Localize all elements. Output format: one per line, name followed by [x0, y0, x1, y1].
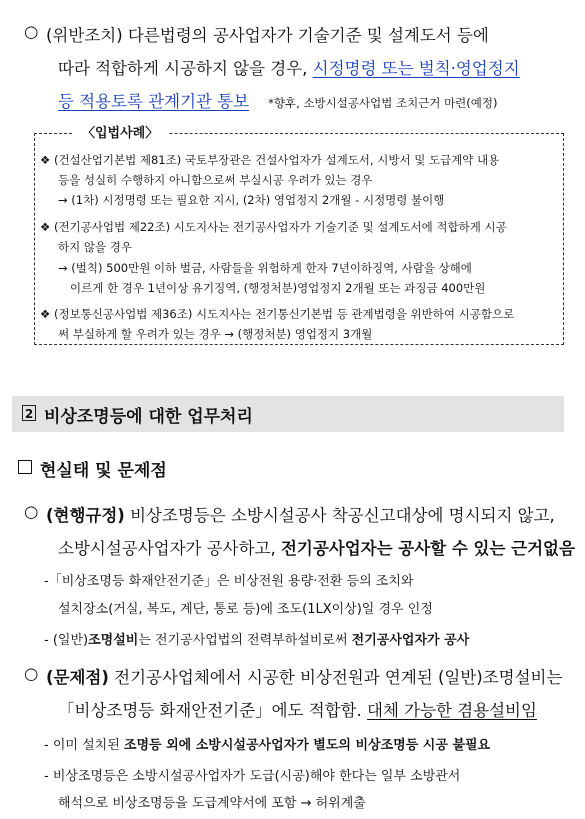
current-heading: (현행규정) [46, 506, 125, 525]
intro-line-3-highlight: 등 적용토록 관계기관 통보 [58, 92, 250, 111]
bullet-circle: ○ [24, 502, 39, 521]
intro-line-2-text: 따라 적합하게 시공하지 않을 경우, [58, 59, 308, 78]
current-detail-2 [44, 629, 469, 648]
case-3-line-2: 써 부실하게 할 우려가 있는 경우 → (행정처분) 영업정지 3개월 [58, 327, 373, 341]
current-detail-2-prefix: - (일반) [44, 633, 89, 648]
square-bullet-icon [18, 460, 32, 474]
current-detail-2-bold-1: 조명설비 [88, 633, 139, 648]
subsection-title: 현실태 및 문제점 [40, 461, 167, 481]
problem-heading: (문제점) [46, 668, 109, 687]
case-2-line-1: ❖ (전기공사업법 제22조) 시도지사는 전기공사업자가 기술기준 및 설계도서에 적합하게 시공 [40, 220, 507, 234]
current-line-1-text: 비상조명등은 소방시설공사 착공신고대상에 명시되지 않고, [124, 506, 555, 525]
intro-line-2-highlight: 시정명령 또는 벌칙·영업정지 [312, 59, 520, 78]
current-detail-2-bold-2: 전기공사업자가 공사 [351, 633, 470, 648]
bullet-circle: ○ [24, 664, 39, 683]
problem-detail-1 [44, 734, 490, 753]
bullet-circle: ○ [24, 22, 39, 41]
current-detail-1-line-2: 설치장소(거실, 복도, 계단, 통로 등)에 조도(1LX이상)일 경우 인정 [58, 602, 433, 617]
problem-detail-1-bold: 조명등 외에 소방시설공사업자가 별도의 비상조명등 시공 불필요 [123, 738, 491, 753]
current-detail-1-line-1: -「비상조명등 화재안전기준」은 비상전원 용량·전환 등의 조치와 [44, 574, 414, 589]
problem-detail-2-line-2: 해석으로 비상조명등을 도급계약서에 포함 → 허위계출 [58, 796, 366, 811]
case-1-line-1: ❖ (건설산업기본법 제81조) 국토부장관은 건설사업자가 설계도서, 시방서 및 도급계약 내용 [40, 153, 500, 167]
legislative-cases-title: 〈입법사례〉 [72, 122, 168, 141]
current-line-1 [46, 502, 555, 526]
section-title: 비상조명등에 대한 업무처리 [44, 407, 253, 427]
case-2-line-2: 하지 않을 경우 [58, 240, 132, 254]
case-2-line-4: 이르게 한 경우 1년이상 유기징역, (행정처분)영업정지 2개월 또는 과징금 400만원 [70, 281, 486, 295]
problem-line-2-text: 「비상조명등 화재안전기준」에도 적합함. [58, 701, 368, 720]
intro-note: *향후, 소방시설공사업법 조치근거 마련(예정) [268, 96, 498, 110]
problem-line-1 [46, 664, 562, 688]
current-line-2-bold: 전기공사업자는 공사할 수 있는 근거없음 [280, 539, 575, 558]
problem-detail-1-prefix: - 이미 설치된 [44, 738, 124, 753]
case-1-line-3: → (1차) 시정명령 또는 필요한 지시, (2차) 영업정지 2개월 - 시정명령 불이행 [58, 193, 445, 207]
case-2-line-3: → (벌칙) 500만원 이하 벌금, 사람들을 위험하게 한자 7년이하징역, 사람을 상해에 [58, 261, 472, 275]
section-number: 2 [22, 405, 36, 421]
intro-line-1: (위반조치) 다른법령의 공사업자가 기술기준 및 설계도서 등에 [46, 26, 489, 45]
case-1-line-2: 등을 성실히 수행하지 아니함으로써 부실시공 우려가 있는 경우 [58, 173, 373, 187]
intro-line-3 [58, 88, 497, 112]
intro-line-2 [58, 55, 520, 79]
current-line-2-text: 소방시설공사업자가 공사하고, [58, 539, 281, 558]
problem-line-2-underlined: 대체 가능한 겸용설비임 [367, 701, 537, 720]
problem-line-1-text: 전기공사업체에서 시공한 비상전원과 연계된 (일반)조명설비는 [108, 668, 563, 687]
case-3-line-1: ❖ (정보통신공사업법 제36조) 시도지사는 전기통신기본법 등 관계법령을 위반하여 시공함으로 [40, 307, 515, 321]
current-line-2 [58, 535, 575, 559]
problem-detail-2-line-1: - 비상조명등은 소방시설공사업자가 도급(시공)해야 한다는 일부 소방관서 [44, 769, 461, 784]
current-detail-2-text: 는 전기공사업법의 전력부하설비로써 [138, 633, 352, 648]
problem-line-2 [58, 697, 537, 721]
